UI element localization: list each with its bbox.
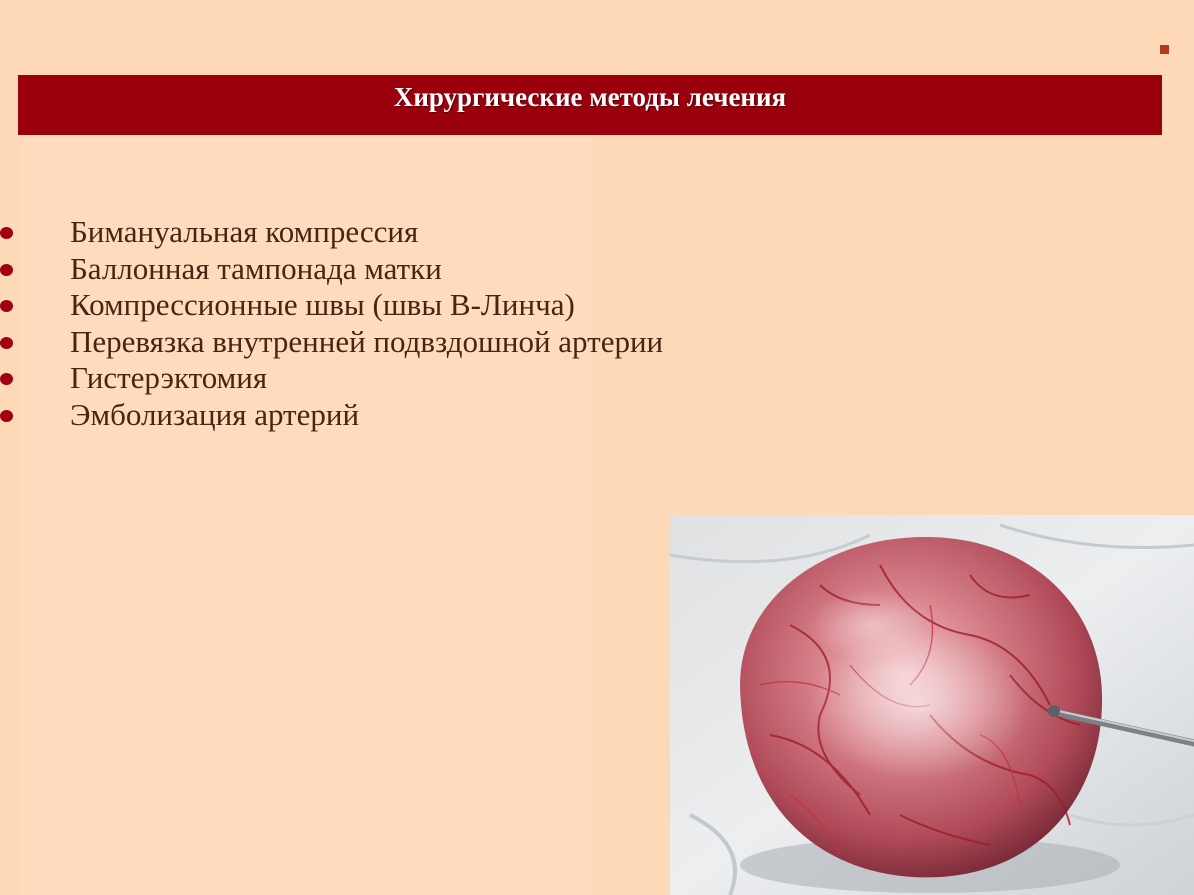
list-item-text: Гистерэктомия (70, 360, 268, 396)
title-bar (18, 75, 1162, 135)
specimen-photo (670, 515, 1194, 895)
list-item-text: Перевязка внутренней подвздошной артерии (70, 323, 664, 359)
list-item-text: Эмболизация артерий (70, 396, 360, 432)
bullet-icon (0, 337, 13, 349)
slide-title: Хирургические методы лечения (393, 82, 787, 112)
bullet-icon (0, 373, 13, 385)
bullet-icon (0, 300, 13, 312)
list-item-text: Компрессионные швы (швы В-Линча) (70, 287, 575, 323)
list-item-text: Баллонная тампонада матки (70, 250, 442, 286)
bullet-icon (0, 410, 13, 422)
bullet-icon (0, 227, 13, 239)
list-item-text: Бимануальная компрессия (70, 214, 419, 249)
bullet-icon (0, 264, 13, 276)
corner-decoration (1160, 45, 1169, 54)
